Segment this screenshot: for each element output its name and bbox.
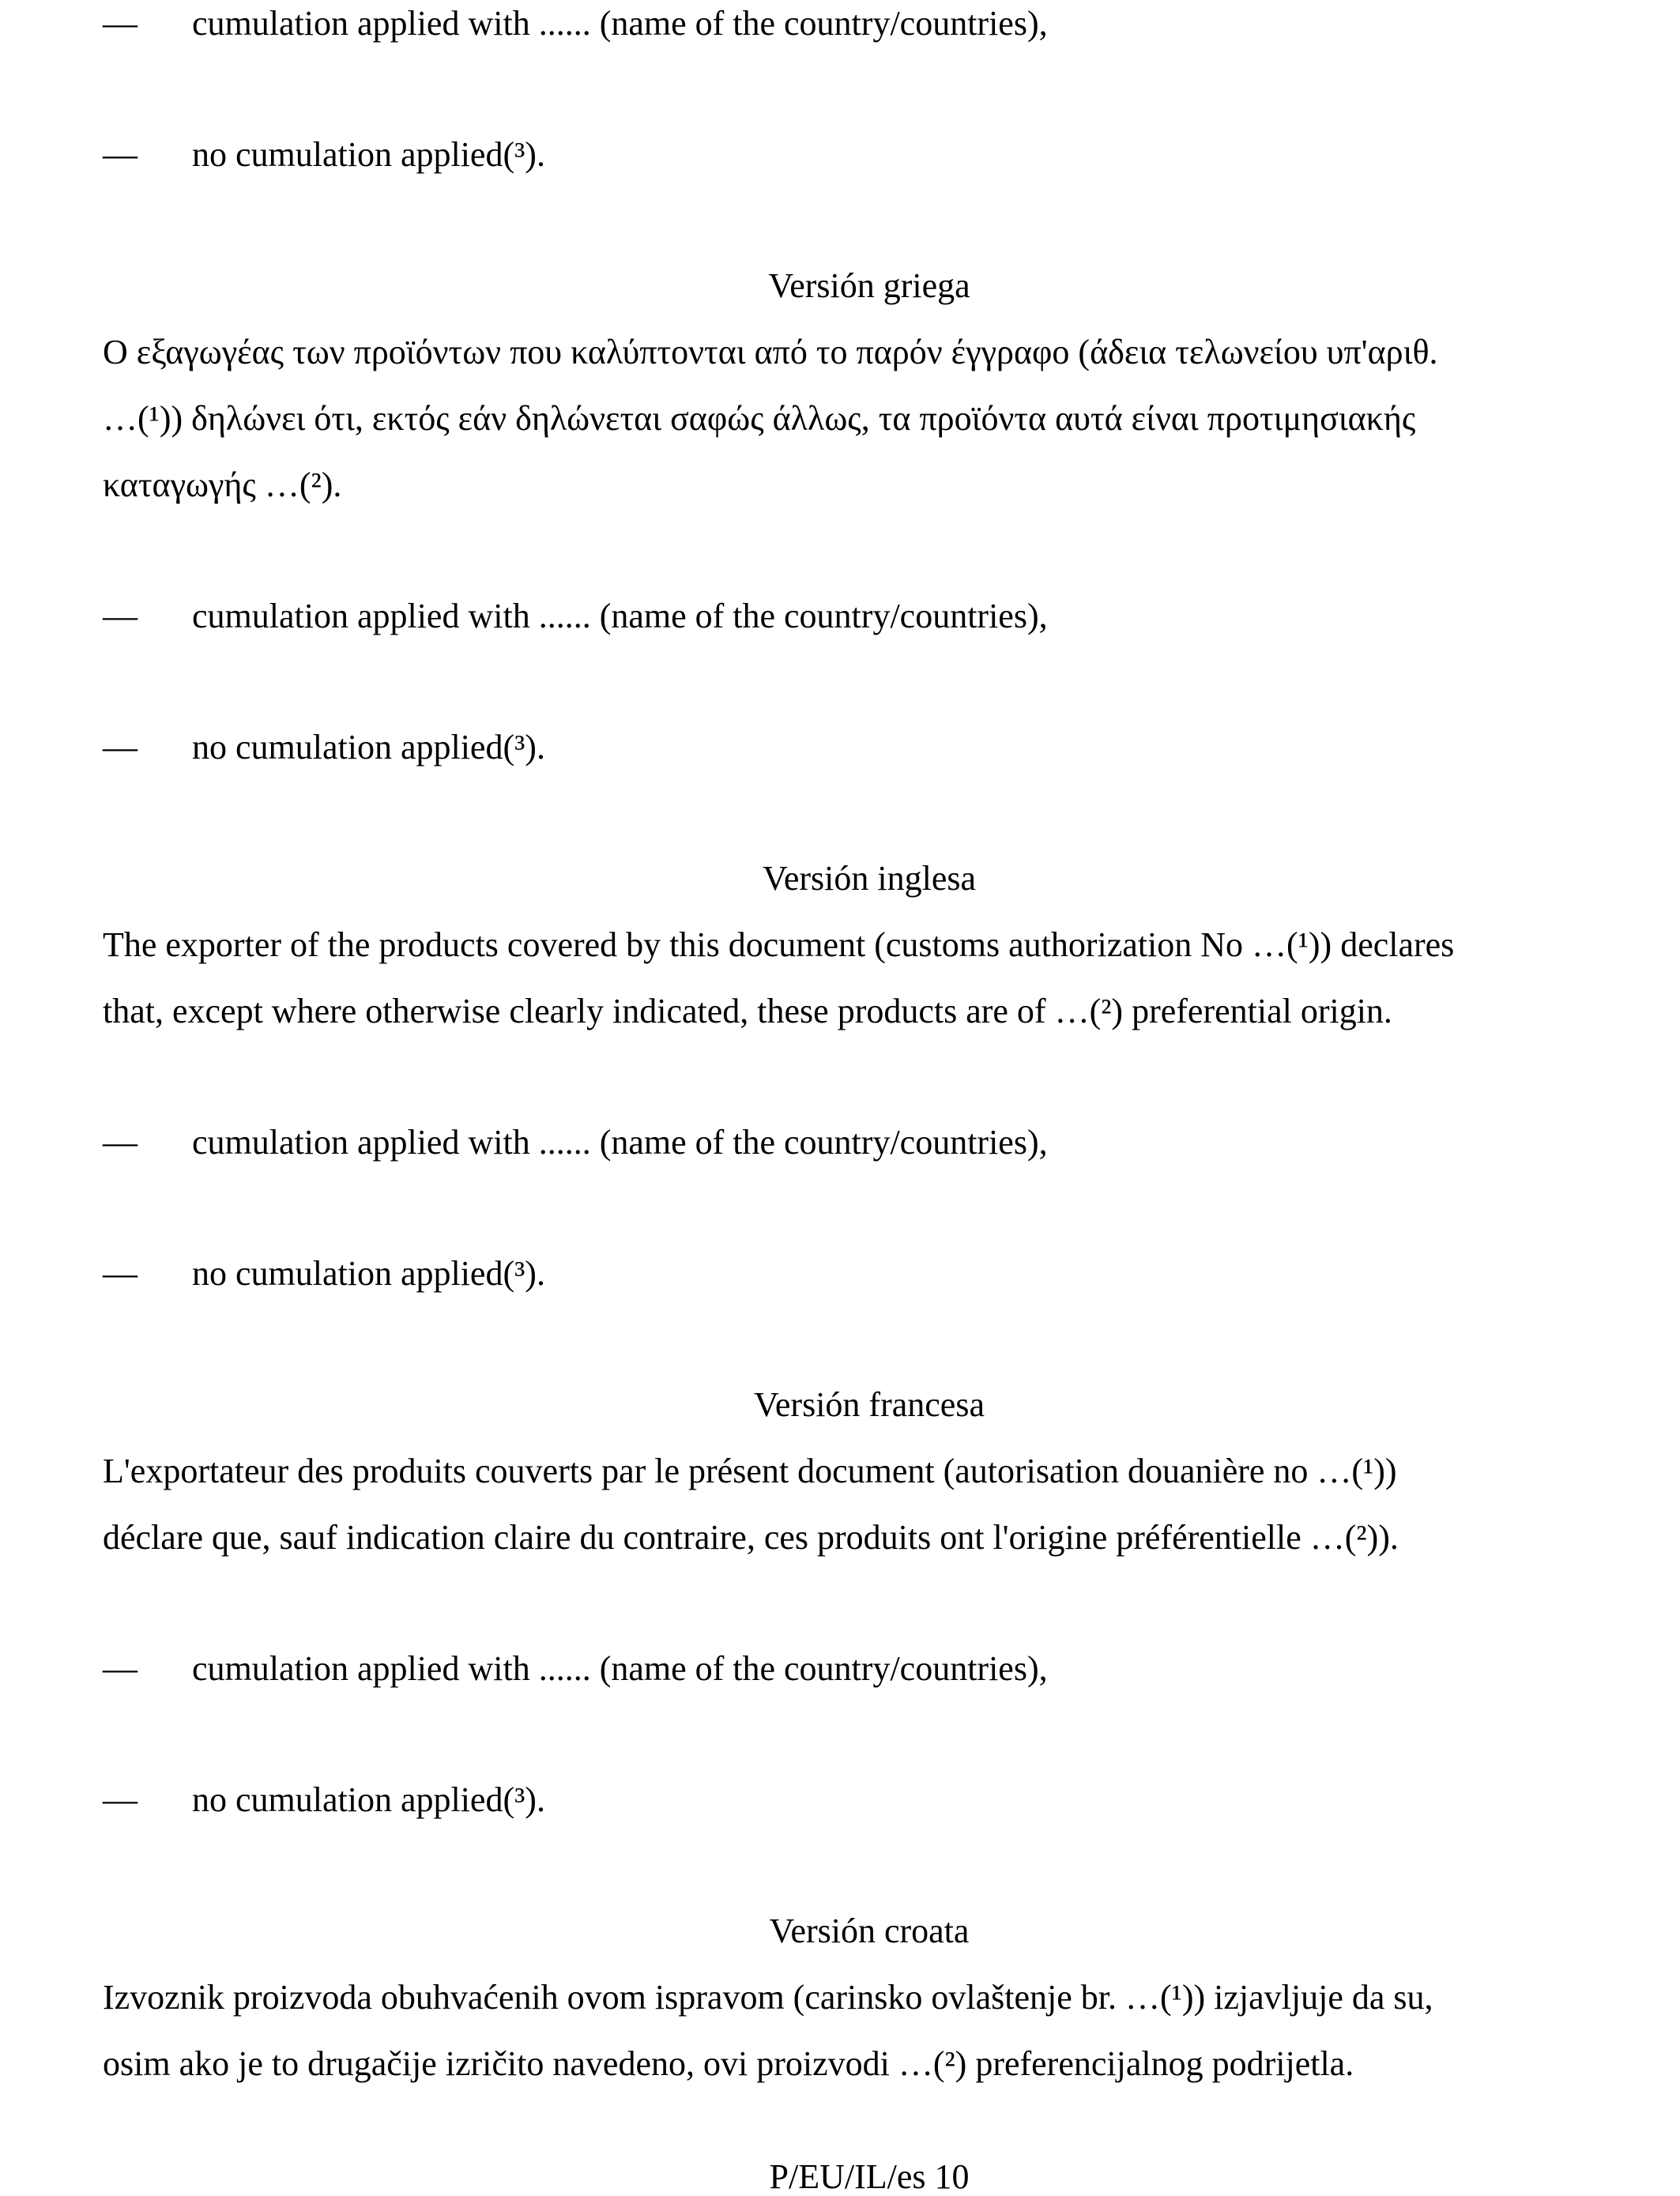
bullet-dash: — bbox=[103, 597, 137, 635]
bullet-dash: — bbox=[103, 1123, 137, 1162]
bullet-no-cumulation: no cumulation applied(³). bbox=[192, 1780, 545, 1819]
bullet-dash: — bbox=[103, 1780, 137, 1819]
bullet-no-cumulation: no cumulation applied(³). bbox=[192, 1254, 545, 1293]
bullet-dash: — bbox=[103, 4, 137, 43]
paragraph-line: L'exportateur des produits couverts par le présent document (autorisation douanière no …(¹)) bbox=[103, 1452, 1397, 1490]
section-heading-croatian: Versión croata bbox=[769, 1912, 970, 1950]
paragraph-line: that, except where otherwise clearly indicated, these products are of …(²) preferential origin. bbox=[103, 992, 1392, 1030]
bullet-no-cumulation: no cumulation applied(³). bbox=[192, 728, 545, 767]
bullet-cumulation: cumulation applied with ...... (name of the country/countries), bbox=[192, 1123, 1048, 1162]
bullet-dash: — bbox=[103, 1649, 137, 1688]
bullet-cumulation: cumulation applied with ...... (name of the country/countries), bbox=[192, 4, 1048, 43]
section-heading-english: Versión inglesa bbox=[762, 859, 977, 898]
paragraph-line: Izvoznik proizvoda obuhvaćenih ovom ispravom (carinsko ovlaštenje br. …(¹)) izjavljuje da su, bbox=[103, 1978, 1433, 2017]
bullet-no-cumulation: no cumulation applied(³). bbox=[192, 135, 545, 174]
paragraph-line: καταγωγής …(²). bbox=[103, 465, 342, 504]
paragraph-line: The exporter of the products covered by this document (customs authorization No …(¹)) declares bbox=[103, 925, 1455, 964]
section-heading-greek: Versión griega bbox=[768, 266, 970, 305]
bullet-dash: — bbox=[103, 135, 137, 174]
bullet-dash: — bbox=[103, 1254, 137, 1293]
section-heading-french: Versión francesa bbox=[754, 1385, 985, 1424]
bullet-cumulation: cumulation applied with ...... (name of the country/countries), bbox=[192, 1649, 1048, 1688]
paragraph-line: …(¹)) δηλώνει ότι, εκτός εάν δηλώνεται σαφώς άλλως, τα προϊόντα αυτά είναι προτιμησιακής bbox=[103, 399, 1416, 438]
page-footer: P/EU/IL/es 10 bbox=[769, 2157, 970, 2196]
bullet-dash: — bbox=[103, 728, 137, 767]
paragraph-line: Ο εξαγωγέας των προϊόντων που καλύπτονται από το παρόν έγγραφο (άδεια τελωνείου υπ'αριθ. bbox=[103, 333, 1438, 371]
paragraph-line: déclare que, sauf indication claire du contraire, ces produits ont l'origine préférentielle …(²)). bbox=[103, 1518, 1399, 1557]
bullet-cumulation: cumulation applied with ...... (name of the country/countries), bbox=[192, 597, 1048, 635]
paragraph-line: osim ako je to drugačije izričito navedeno, ovi proizvodi …(²) preferencijalnog podrijetla. bbox=[103, 2044, 1354, 2083]
